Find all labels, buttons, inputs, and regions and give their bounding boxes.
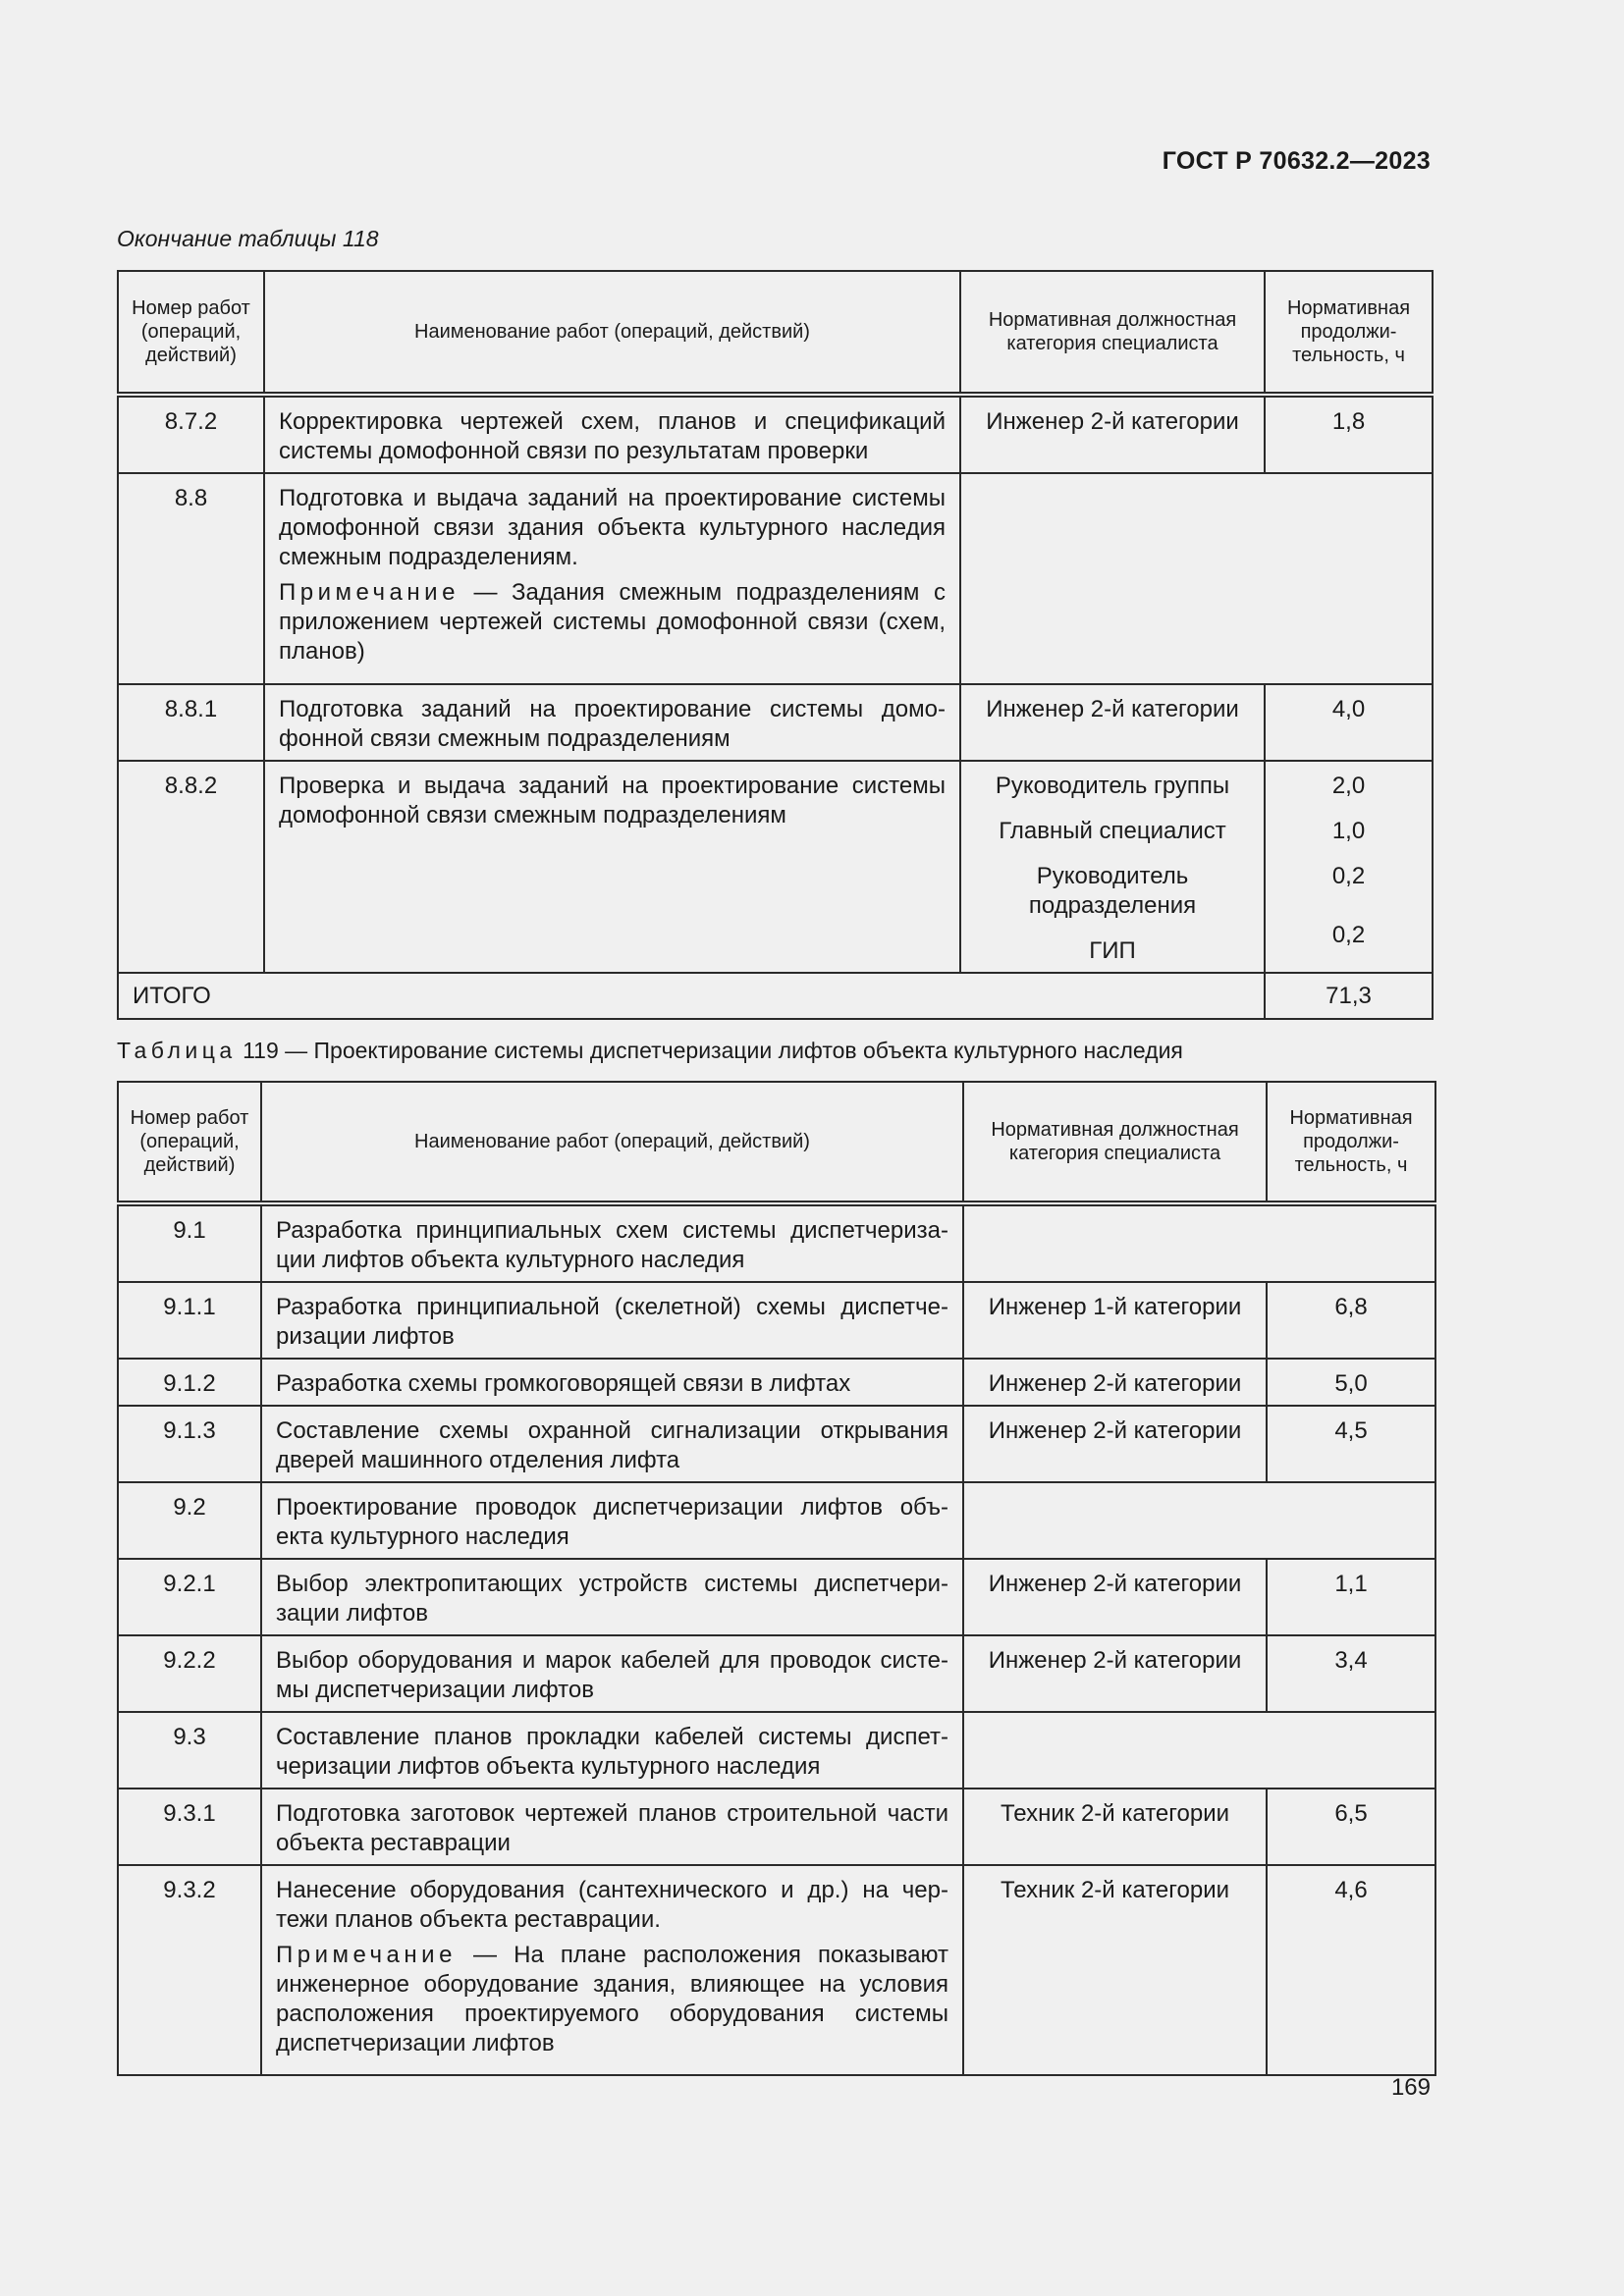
row-name: Составление схемы охранной сигнализации открывания дверей машинного отделения лифта [261,1406,963,1482]
row-duration-list [1265,761,1433,973]
row-category: Инженер 1-й категории [963,1282,1267,1359]
total-label: ИТОГО [118,973,1265,1019]
row-empty-cell [960,473,1433,684]
table-row [118,1712,1435,1789]
category-item: Главный специалист [999,818,1226,844]
col-header-category: Нормативная должностная категория специалиста [960,271,1265,395]
row-number: 9.3.1 [118,1789,261,1865]
row-name: Корректировка чертежей схем, планов и спецификаций системы домофонной связи по результатам проверки [264,395,960,473]
note-text: — Задания смежным подразделениям с приложением чертежей системы домофонной связи (схем, планов) [279,579,946,665]
row-category: Инженер 2-й категории [963,1635,1267,1712]
row-name: Подготовка и выдача заданий на проектирование системы домофонной связи здания объекта культурного наследия смежным подразделениям. Примечание — Задания смежным подразделениям с приложением чертежей системы домофонной связи (схем, планов) [264,473,960,684]
row-number: 9.1.1 [118,1282,261,1359]
note-label: Примечание [276,1942,457,1968]
row-duration: 3,4 [1267,1635,1435,1712]
row-number: 9.1.3 [118,1406,261,1482]
table-118 [117,270,1434,1020]
col-header-num: Номер работ (операций, действий) [118,1082,261,1203]
row-number: 9.2.1 [118,1559,261,1635]
table-row [118,1203,1435,1282]
row-number: 9.1.2 [118,1359,261,1406]
col-header-category: Нормативная должностная категория специалиста [963,1082,1267,1203]
row-duration: 5,0 [1267,1359,1435,1406]
row-empty-cell [963,1712,1435,1789]
row-empty-cell [963,1482,1435,1559]
row-number: 8.7.2 [118,395,264,473]
table-118-caption: Окончание таблицы 118 [117,226,379,251]
table-row [118,1282,1435,1359]
row-name: Разработка схемы громкоговорящей связи в лифтах [261,1359,963,1406]
table-row [118,761,1433,973]
table-header-row [118,271,1433,395]
row-empty-cell [963,1203,1435,1282]
row-category: Инженер 2-й категории [963,1406,1267,1482]
row-duration: 1,1 [1267,1559,1435,1635]
row-note [279,578,946,667]
duration-item: 1,0 [1331,818,1366,844]
note-label: Примечание [279,579,460,606]
category-item: ГИП [1089,937,1136,964]
note-text: — На плане расположения показывают инженерное оборудование здания, влияющее на условия расположения проектируемого оборудования системы диспетчеризации лифтов [276,1942,948,2056]
col-header-duration: Нормативная продолжи-тельность, ч [1267,1082,1435,1203]
row-category: Инженер 2-й категории [960,684,1265,761]
row-number: 8.8 [118,473,264,684]
category-item: Руководитель группы [995,773,1230,799]
caption-label: Таблица [117,1038,237,1063]
row-category: Техник 2-й категории [963,1789,1267,1865]
duration-item: 0,2 [1331,922,1366,948]
document-code: ГОСТ Р 70632.2—2023 [1162,147,1431,175]
table-row [118,684,1433,761]
col-header-duration: Нормативная продолжи-тельность, ч [1265,271,1433,395]
row-duration: 4,6 [1267,1865,1435,2075]
row-name: Составление планов прокладки кабелей системы диспет-черизации лифтов объекта культурного наследия [261,1712,963,1789]
duration-item: 0,2 [1331,863,1366,889]
row-number: 9.2 [118,1482,261,1559]
table-119 [117,1081,1436,2076]
row-duration: 1,8 [1265,395,1433,473]
row-name: Разработка принципиальных схем системы диспетчериза-ции лифтов объекта культурного наследия [261,1203,963,1282]
row-category: Инженер 2-й категории [960,395,1265,473]
row-name: Подготовка заданий на проектирование системы домо-фонной связи смежным подразделениям [264,684,960,761]
col-header-num: Номер работ (операций, действий) [118,271,264,395]
caption-text: 119 — Проектирование системы диспетчеризации лифтов объекта культурного наследия [243,1038,1183,1063]
row-duration: 4,5 [1267,1406,1435,1482]
row-name: Проверка и выдача заданий на проектирование системы домофонной связи смежным подразделениям [264,761,960,973]
table-row [118,1482,1435,1559]
row-name: Выбор оборудования и марок кабелей для проводок систе-мы диспетчеризации лифтов [261,1635,963,1712]
col-header-name: Наименование работ (операций, действий) [264,271,960,395]
row-number: 8.8.2 [118,761,264,973]
page-number: 169 [1390,2074,1431,2101]
row-number: 9.2.2 [118,1635,261,1712]
row-category: Инженер 2-й категории [963,1359,1267,1406]
duration-item: 2,0 [1331,773,1366,799]
row-note [276,1941,948,2058]
row-number: 9.3.2 [118,1865,261,2075]
row-duration: 6,8 [1267,1282,1435,1359]
table-row [118,1406,1435,1482]
table-row [118,1635,1435,1712]
col-header-name: Наименование работ (операций, действий) [261,1082,963,1203]
category-item: Руководитель подразделения [1028,863,1197,919]
row-category-list [960,761,1265,973]
table-row [118,1865,1435,2075]
total-value: 71,3 [1265,973,1433,1019]
row-name: Проектирование проводок диспетчеризации лифтов объ-екта культурного наследия [261,1482,963,1559]
row-name: Разработка принципиальной (скелетной) схемы диспетче-ризации лифтов [261,1282,963,1359]
row-number: 9.3 [118,1712,261,1789]
table-119-caption [117,1038,1183,1064]
total-row [118,973,1433,1019]
table-row [118,1359,1435,1406]
row-name: Подготовка заготовок чертежей планов строительной части объекта реставрации [261,1789,963,1865]
row-name: Нанесение оборудования (сантехнического и др.) на чер-тежи планов объекта реставрации. Примечание — На плане расположения показывают инженерное оборудование здания, влияющее на условия расположения проектируемого оборудования системы диспетчеризации лифтов [261,1865,963,2075]
row-duration: 6,5 [1267,1789,1435,1865]
row-category: Инженер 2-й категории [963,1559,1267,1635]
table-header-row [118,1082,1435,1203]
row-duration: 4,0 [1265,684,1433,761]
table-row [118,395,1433,473]
row-number: 8.8.1 [118,684,264,761]
table-row [118,1559,1435,1635]
row-category: Техник 2-й категории [963,1865,1267,2075]
table-row [118,473,1433,684]
row-name: Выбор электропитающих устройств системы диспетчери-зации лифтов [261,1559,963,1635]
row-number: 9.1 [118,1203,261,1282]
table-row [118,1789,1435,1865]
